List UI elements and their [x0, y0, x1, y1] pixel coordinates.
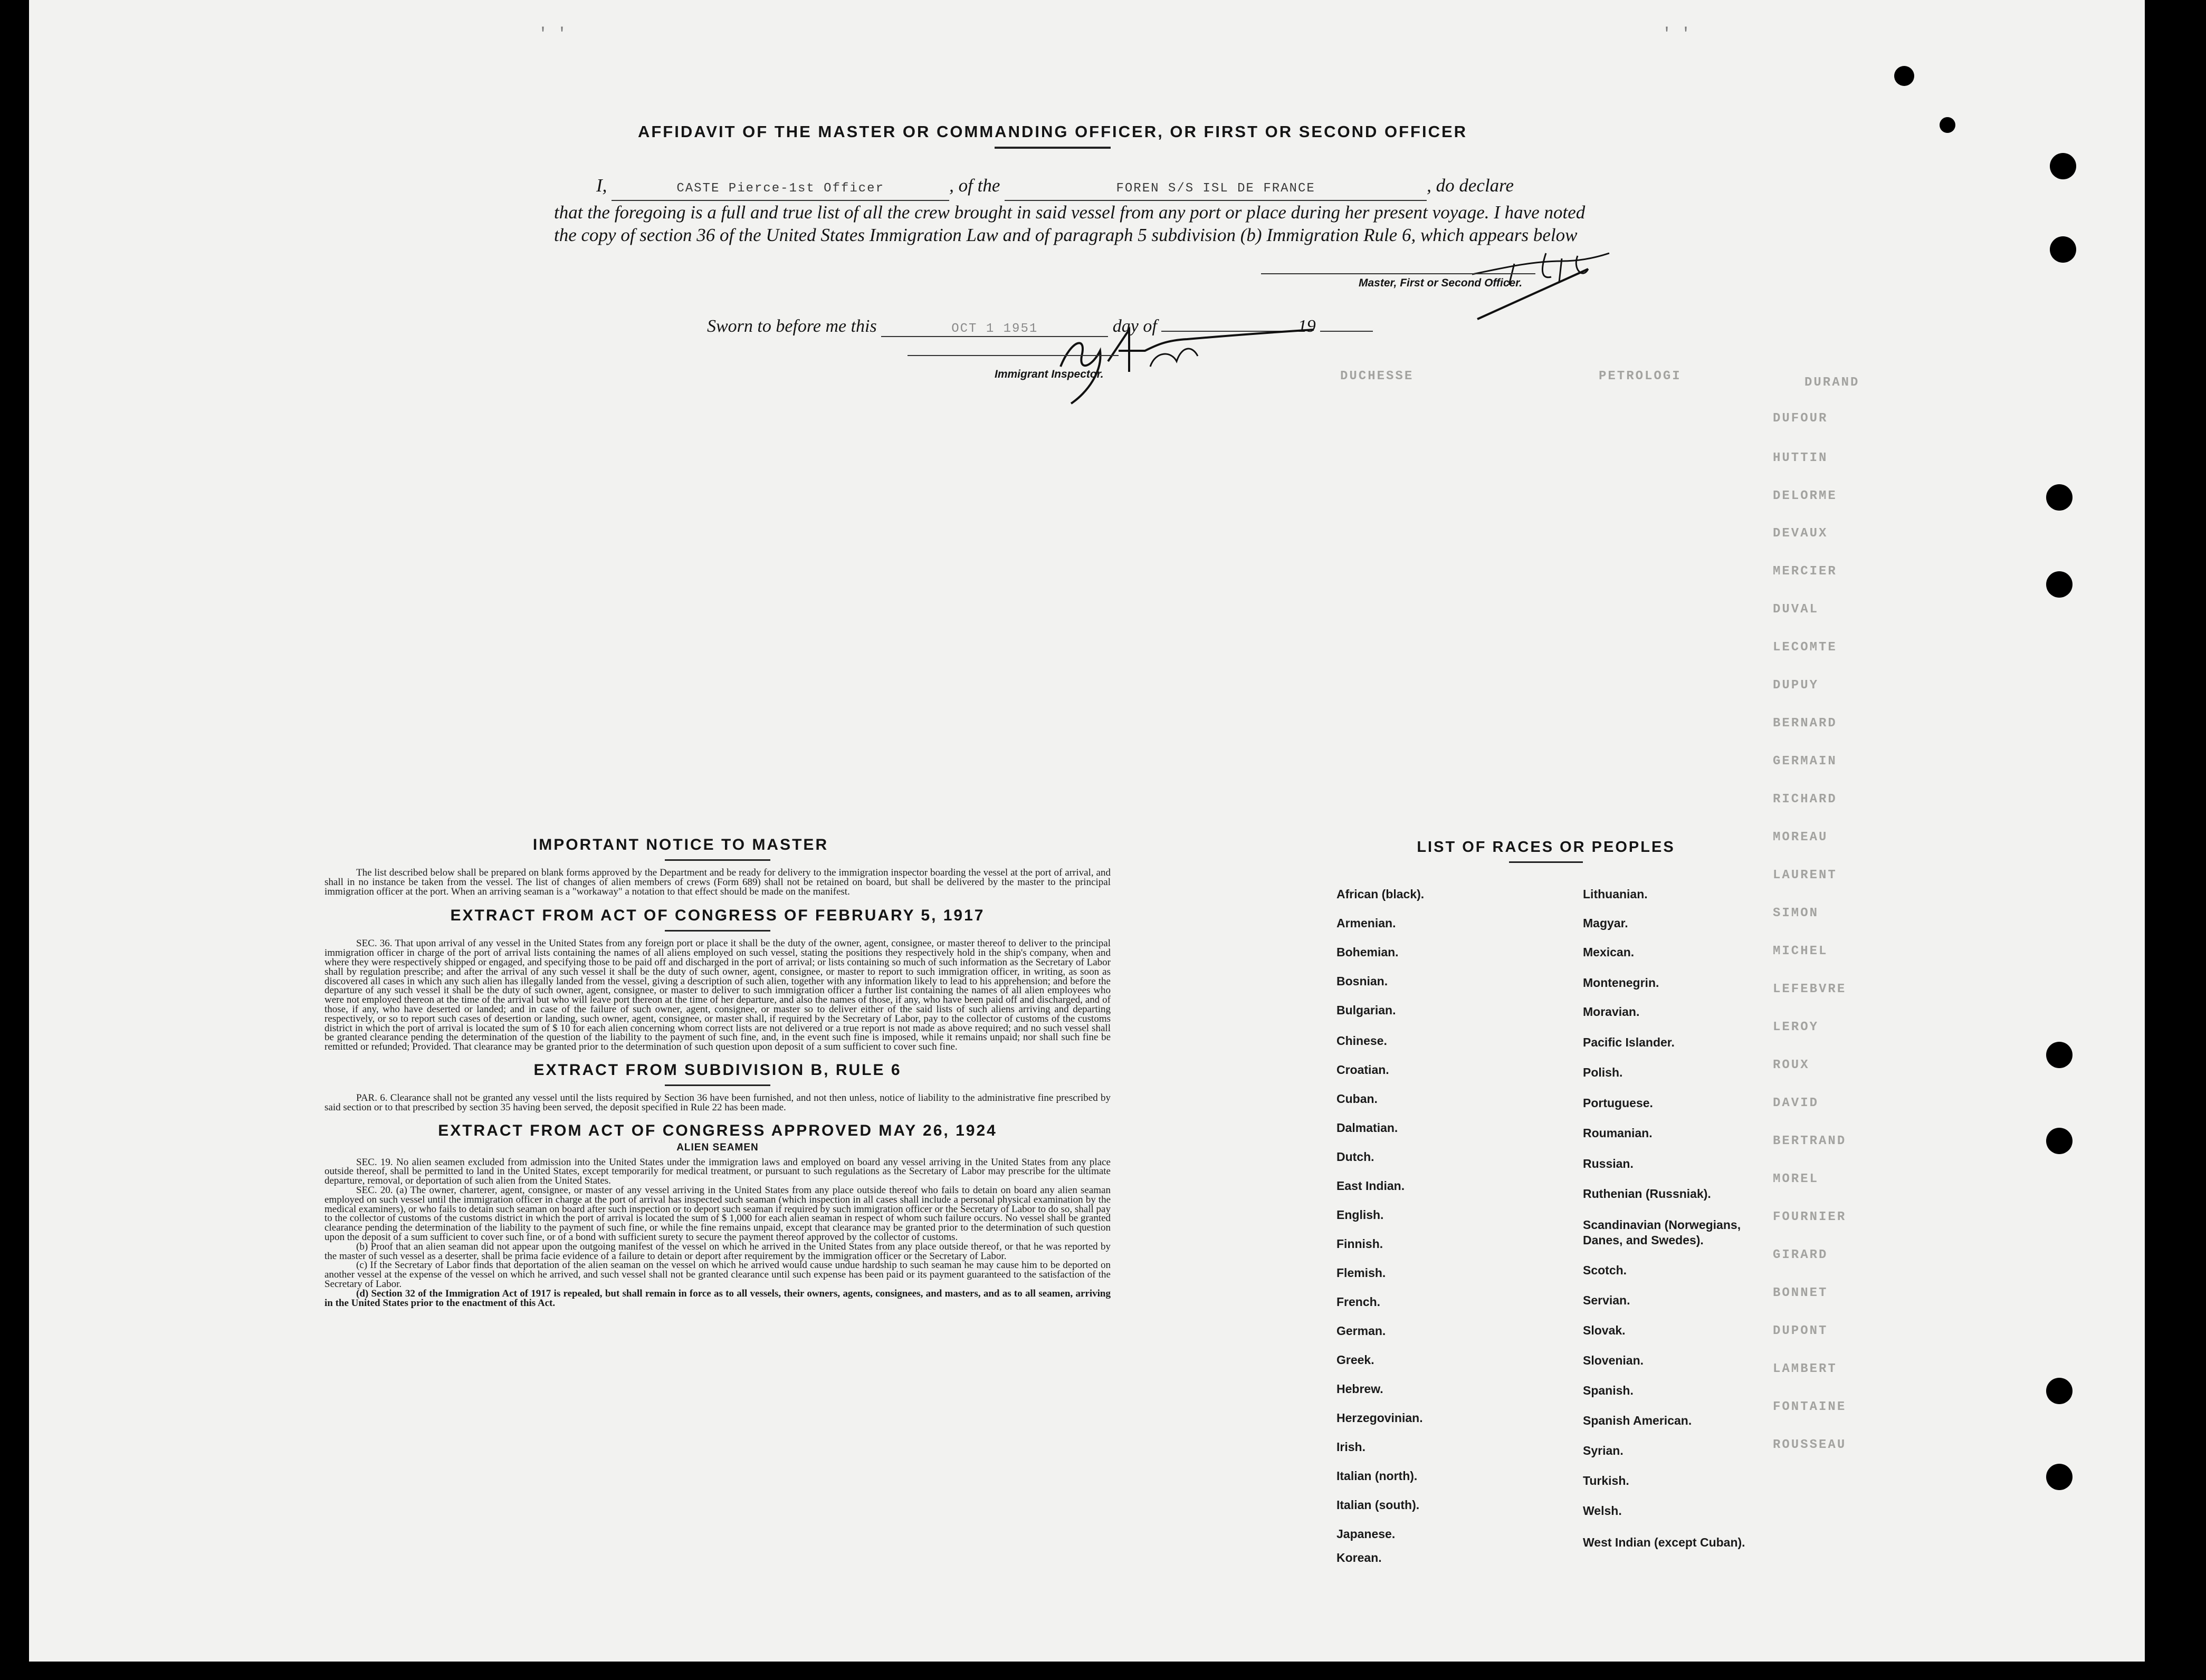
- race-item: Greek.: [1336, 1353, 1374, 1367]
- bleed-through-text: MICHEL: [1773, 944, 1828, 958]
- race-item: Russian.: [1583, 1157, 1634, 1170]
- extract-rule6-text: PAR. 6. Clearance shall not be granted any vessel until the lists required by Section 36 have been furnished, and not then unless, notice of liability to the administrative fine prescribed by said section or to that prescribed by section 35 having been served, the deposit specified in Rule 22 has been made.: [324, 1092, 1111, 1113]
- bleed-through-text: GIRARD: [1773, 1248, 1828, 1262]
- race-item: Hebrew.: [1336, 1382, 1383, 1396]
- bleed-through-text: BERTRAND: [1773, 1134, 1847, 1148]
- race-item: Scandinavian (Norwegians, Danes, and Swedes).: [1583, 1218, 1741, 1247]
- affidavit-title: [609, 122, 1496, 149]
- race-item: Dutch.: [1336, 1150, 1374, 1164]
- race-item: Bosnian.: [1336, 974, 1388, 988]
- bleed-through-text: LECOMTE: [1773, 640, 1837, 655]
- race-item: Magyar.: [1583, 916, 1628, 930]
- bleed-through-text: DUCHESSE: [1340, 369, 1414, 383]
- bleed-through-text: DELORME: [1773, 489, 1837, 503]
- race-item: Servian.: [1583, 1293, 1630, 1307]
- bleed-through-text: DUPUY: [1773, 678, 1819, 693]
- notice-section: [324, 836, 1111, 1308]
- race-item: West Indian (except Cuban).: [1583, 1535, 1745, 1549]
- extract-1924-b: (b) Proof that an alien seaman did not appear upon the outgoing manifest of the vessel on which he arrived in the United States from any place outside thereof, or that he was reported by the master of such vessel as a deserter, shall be prima facie evidence of a failure to detain or deport after requirement by the immigration officer or the Secretary of Labor.: [324, 1241, 1111, 1262]
- race-item: Mexican.: [1583, 945, 1635, 959]
- bleed-through-text: BERNARD: [1773, 716, 1837, 731]
- race-item: Spanish American.: [1583, 1414, 1692, 1427]
- bleed-through-text: LAMBERT: [1773, 1362, 1837, 1376]
- bleed-through-text: LEFEBVRE: [1773, 982, 1847, 996]
- binder-hole: [2050, 236, 2076, 263]
- punch-mark: [1894, 66, 1914, 86]
- extract-1924-title: EXTRACT FROM ACT OF CONGRESS APPROVED MAY 26, 1924: [438, 1121, 997, 1139]
- binder-hole: [2046, 1464, 2073, 1490]
- bleed-through-text: MOREAU: [1773, 830, 1828, 844]
- race-item: Bohemian.: [1336, 945, 1399, 959]
- extract-1924-sec19: SEC. 19. No alien seamen excluded from admission into the United States under the immigration laws and employed on board any vessel arriving in the United States from any place outside thereof, shall be permitted to land in the United States, except temporarily for medical treatment, or pursuant to such regulations as the Secretary of Labor may prescribe for the ultimate departure, removal, or deportation of such alien from the United States.: [324, 1156, 1111, 1187]
- race-item: Italian (south).: [1336, 1498, 1420, 1512]
- film-mark: ' ': [538, 25, 567, 43]
- bleed-through-text: FOURNIER: [1773, 1210, 1847, 1224]
- officer-signature-line: [1261, 273, 1535, 274]
- title-underline: [665, 859, 770, 861]
- bleed-through-text: MERCIER: [1773, 564, 1837, 579]
- race-item: Flemish.: [1336, 1266, 1386, 1280]
- race-item: Turkish.: [1583, 1474, 1629, 1487]
- race-item: East Indian.: [1336, 1179, 1405, 1193]
- race-item: Dalmatian.: [1336, 1121, 1398, 1135]
- bleed-through-text: DEVAUX: [1773, 526, 1828, 541]
- title-underline: [995, 147, 1111, 149]
- binder-hole: [2046, 571, 2073, 598]
- race-item: Ruthenian (Russniak).: [1583, 1187, 1711, 1201]
- declarant-prefix: I,: [596, 175, 607, 196]
- bleed-through-text: DAVID: [1773, 1096, 1819, 1110]
- race-item: Montenegrin.: [1583, 976, 1659, 990]
- sworn-prefix: Sworn to before me this: [707, 316, 877, 336]
- race-item: English.: [1336, 1208, 1384, 1222]
- extract-1924-d: (d) Section 32 of the Immigration Act of 1917 is repealed, but shall remain in force as to all vessels, their owners, agents, consignees, and masters, and as to all seamen, arriving in the United States prior to the enactment of this Act.: [324, 1288, 1111, 1309]
- race-item: Italian (north).: [1336, 1469, 1418, 1483]
- sworn-year: 19: [1297, 316, 1316, 336]
- bleed-through-text: LEROY: [1773, 1020, 1819, 1034]
- bleed-through-text: HUTTIN: [1773, 451, 1828, 465]
- races-title-block: [1319, 839, 1773, 863]
- bleed-through-text: ROUX: [1773, 1058, 1810, 1072]
- bleed-through-text: BONNET: [1773, 1286, 1828, 1300]
- races-title: LIST OF RACES OR PEOPLES: [1417, 839, 1675, 856]
- race-item: Syrian.: [1583, 1444, 1624, 1457]
- bleed-through-text: DUFOUR: [1773, 411, 1828, 426]
- film-mark: ' ': [1662, 25, 1691, 43]
- race-item: Portuguese.: [1583, 1096, 1653, 1110]
- affidavit-declaration: [554, 174, 1588, 246]
- bleed-through-text: RICHARD: [1773, 792, 1837, 807]
- race-item: Roumanian.: [1583, 1126, 1653, 1140]
- race-item: Slovak.: [1583, 1323, 1626, 1337]
- race-item: Croatian.: [1336, 1063, 1389, 1077]
- race-item: Finnish.: [1336, 1237, 1383, 1251]
- vessel-name-field: FOREN S/S ISL DE FRANCE: [1005, 177, 1427, 201]
- notice-title: IMPORTANT NOTICE TO MASTER: [532, 836, 829, 853]
- title-underline: [665, 1084, 770, 1086]
- extract-1924-c: (c) If the Secretary of Labor finds that deportation of the alien seaman on the vessel on which he arrived would cause undue hardship to such seaman he may cause him to be deported on another vessel at the expense of the vessel on which he arrived, and such vessel shall not be granted clearance until such expense has been paid or its payment guaranteed to the satisfaction of the Secretary of Labor.: [324, 1260, 1111, 1290]
- officer-signature-label: Master, First or Second Officer.: [1359, 277, 1523, 289]
- of-the-text: , of the: [949, 175, 1000, 196]
- bleed-through-text: ROUSSEAU: [1773, 1438, 1847, 1452]
- title-underline: [1509, 861, 1583, 863]
- sworn-day-label: day of: [1112, 316, 1157, 336]
- bleed-through-text: DUVAL: [1773, 602, 1819, 617]
- inspector-signature-line: [908, 355, 1119, 356]
- race-item: Welsh.: [1583, 1504, 1622, 1518]
- affidavit-body: that the foregoing is a full and true list of all the crew brought in said vessel from any port or place during her present voyage. I have noted the copy of section 36 of the United States Immigration Law and of paragraph 5 subdivision (b) Immigration Rule 6, which appears below: [554, 202, 1586, 245]
- bleed-through-text: MOREL: [1773, 1172, 1819, 1186]
- race-item: Slovenian.: [1583, 1353, 1644, 1367]
- declarant-name-field: CASTE Pierce-1st Officer: [612, 177, 949, 201]
- race-item: Chinese.: [1336, 1034, 1387, 1048]
- title-underline: [665, 930, 770, 932]
- extract-1917-title: EXTRACT FROM ACT OF CONGRESS OF FEBRUARY 5, 1917: [450, 907, 985, 925]
- race-item: Polish.: [1583, 1065, 1623, 1079]
- bleed-through-text: DURAND: [1804, 376, 1860, 390]
- race-item: Spanish.: [1583, 1384, 1634, 1397]
- punch-mark: [1940, 117, 1955, 133]
- binder-hole: [2046, 1042, 2073, 1068]
- race-item: African (black).: [1336, 887, 1425, 901]
- extract-rule6-title: EXTRACT FROM SUBDIVISION B, RULE 6: [533, 1061, 902, 1079]
- bleed-through-text: PETROLOGI: [1599, 369, 1682, 383]
- binder-hole: [2046, 1378, 2073, 1404]
- notice-paragraph: The list described below shall be prepared on blank forms approved by the Department and be ready for delivery to the immigration inspector boarding the vessel at the port of arrival, and shall in no instance be taken from the vessel. The list of changes of alien members of crews (Form 689) shall not be retained on board, but shall be delivered by the master to the principal immigration officer at the port. When an arriving seaman is a "workaway" a notation to that effect should be made on the manifest.: [324, 867, 1111, 897]
- race-item: Pacific Islander.: [1583, 1035, 1675, 1049]
- race-item: German.: [1336, 1324, 1386, 1338]
- race-item: Lithuanian.: [1583, 887, 1648, 901]
- race-item: Irish.: [1336, 1440, 1365, 1454]
- race-item: Moravian.: [1583, 1005, 1640, 1019]
- extract-1924-sec20: SEC. 20. (a) The owner, charterer, agent, consignee, or master of any vessel arriving in the United States from any place outside thereof who fails to detain on board any alien seaman employed on such vessel until the immigration officer in charge at the port of arrival has inspected such seaman (which inspection in all cases shall include a personal physical examination by the medical examiners), or who fails to detain such seaman on board after such inspection or to deport such seaman if required by such immigration officer or the Secretary of Labor to do so, shall pay to the collector of customs of the customs district in which the port of arrival is located the sum of $ 1,000 for each alien seaman in respect of whom such failure occurs. No vessel shall be granted clearance pending the determination of the liability to the payment of such fine, or while the fine remains unpaid, except that clearance may be granted prior to the determination of such question upon the deposit of a sum sufficient to cover such fine, or of a bond with sufficient surety to secure the payment thereof approved by the collector of customs.: [324, 1184, 1111, 1243]
- declaration-line: [554, 174, 1588, 201]
- race-item: Japanese.: [1336, 1527, 1396, 1541]
- race-item: Korean.: [1336, 1551, 1382, 1564]
- inspector-label: Immigrant Inspector.: [995, 368, 1104, 380]
- sworn-year-field: [1320, 331, 1373, 332]
- extract-1917-text: SEC. 36. That upon arrival of any vessel in the United States from any foreign port or place it shall be the duty of the owner, agent, consignee, or master thereof to deliver to the principal immigration officer in charge of the port of arrival lists containing the names of all aliens employed on such vessel, stating the positions they respectively hold in the ship's company, when and where they were respectively shipped or engaged, and specifying those to be paid off and discharged in the port of arrival; or lists containing so much of such information as the Secretary of Labor shall by regulation prescribe; and after the arrival of any such vessel it shall be the duty of such owner, agent, consignee, or master to report to such immigration officer, in writing, as soon as discovered all cases in which any such alien has illegally landed from the vessel, giving a description of such alien, together with any information likely to lead to his apprehension; and before the departure of any such vessel it shall be the duty of such owner, agent, consignee, or master to deliver to such immigration officer a further list containing the names of all alien employees who were not employed thereon at the time of the arrival but who will leave port thereon at the time of her departure, and also the names of those, if any, who have been paid off and discharged, and of those, if any, who have deserted or landed; and in case of the failure of such owner, agent, consignee, or master so to deliver either of the said lists of such aliens arriving and departing respectively, or so to report such cases of desertion or landing, such owner, agent, consignee, or master shall, if required by the Secretary of Labor, pay to the collector of customs of the customs district in which the port of arrival is located the sum of $ 10 for each alien concerning whom correct lists are not delivered or a true report is not made as above required; and no such vessel shall be granted clearance pending the determination of the question of the liability to the payment of such fine, and, in the event such fine is imposed, while it remains unpaid; nor shall such fine be remitted or refunded; Provided. That clearance may be granted prior to the determination of such question upon deposit of a sum sufficient to cover such fine.: [324, 938, 1111, 1053]
- race-item: Armenian.: [1336, 916, 1396, 930]
- binder-hole: [2046, 1128, 2073, 1154]
- race-item: French.: [1336, 1295, 1381, 1309]
- binder-hole: [2050, 153, 2076, 179]
- binder-hole: [2046, 484, 2073, 511]
- bleed-through-text: FONTAINE: [1773, 1400, 1847, 1414]
- race-item: Scotch.: [1583, 1263, 1627, 1277]
- alien-seamen-subtitle: ALIEN SEAMEN: [676, 1141, 759, 1153]
- race-item: Bulgarian.: [1336, 1003, 1396, 1017]
- bleed-through-text: DUPONT: [1773, 1324, 1828, 1338]
- race-item: Cuban.: [1336, 1092, 1378, 1106]
- inspector-signature: [1050, 309, 1324, 409]
- race-item: Herzegovinian.: [1336, 1411, 1423, 1425]
- sworn-date-stamp: OCT 1 1951: [881, 322, 1108, 337]
- bleed-through-text: LAURENT: [1773, 868, 1837, 882]
- do-declare-text: , do declare: [1427, 175, 1514, 196]
- bleed-through-text: SIMON: [1773, 906, 1819, 920]
- bleed-through-text: GERMAIN: [1773, 754, 1837, 769]
- affidavit-title-text: AFFIDAVIT OF THE MASTER OR COMMANDING OFFICER, OR FIRST OR SECOND OFFICER: [637, 122, 1468, 141]
